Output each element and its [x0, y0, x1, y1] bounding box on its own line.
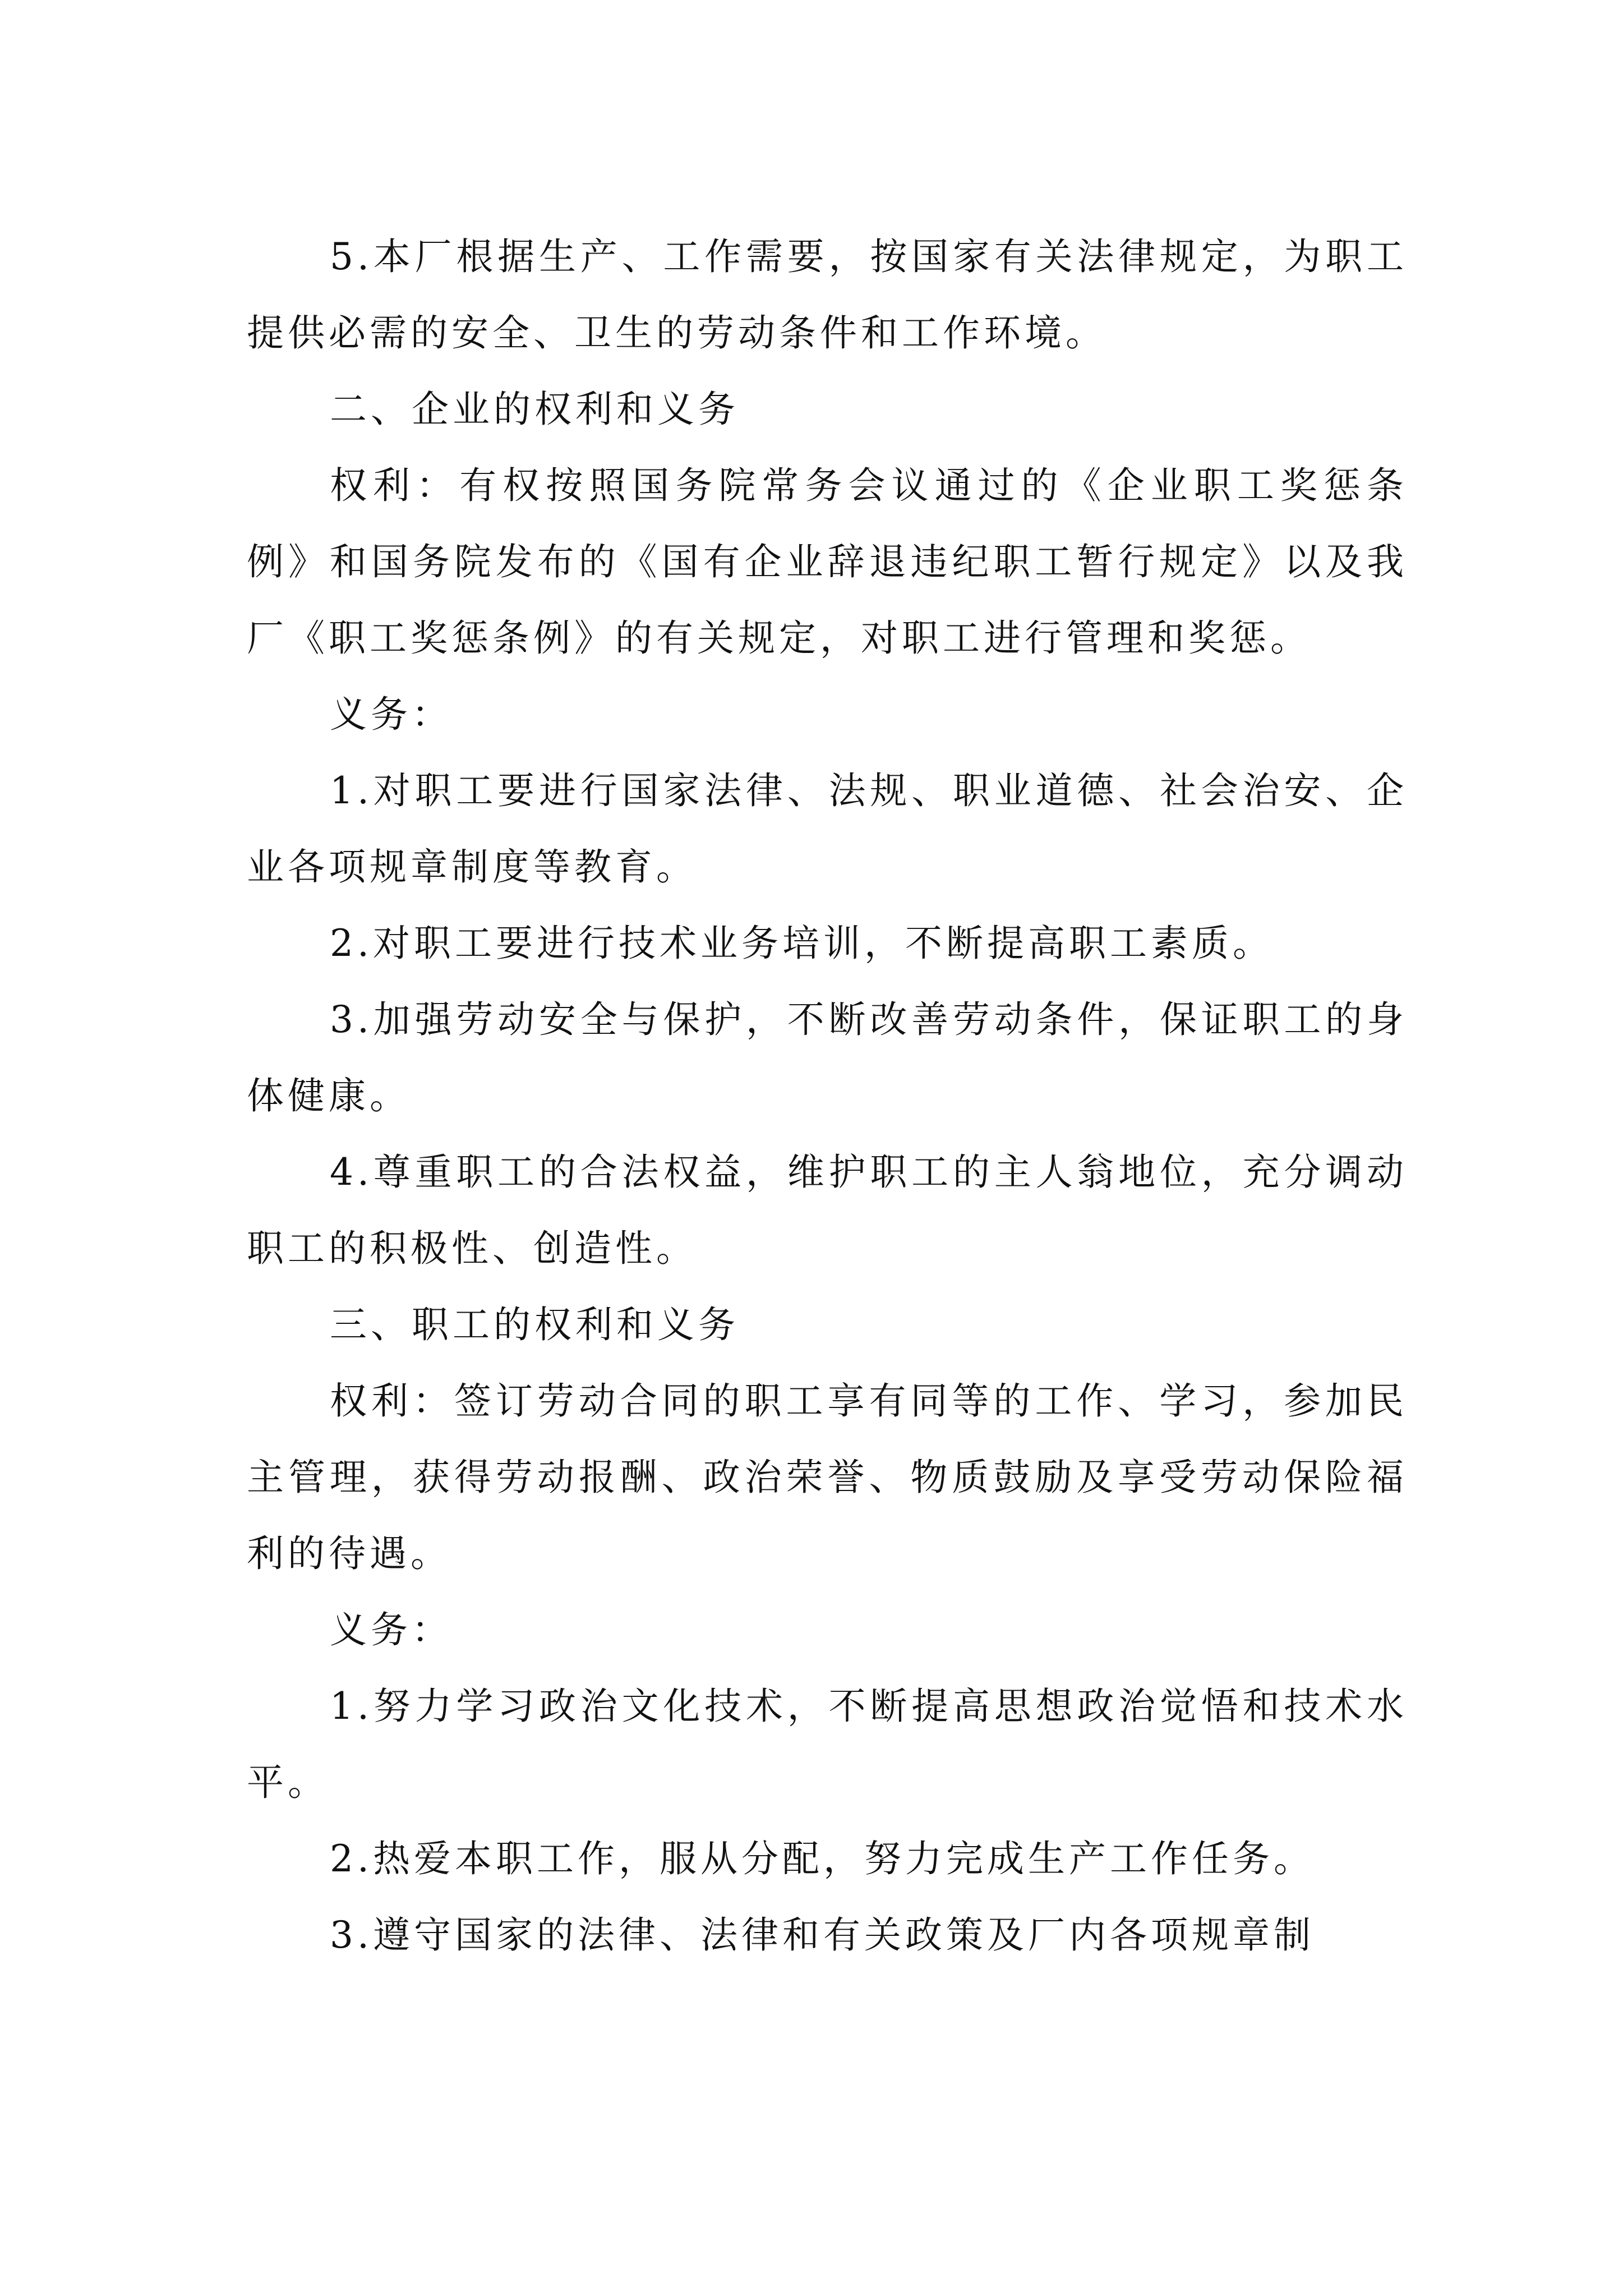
enterprise-duties-label: 义务： [330, 693, 453, 736]
employee-duty-item-1: 1.努力学习政治文化技术，不断提高思想政治觉悟和技术水平。 [247, 1685, 1408, 1804]
enterprise-duty-item-4: 4.尊重职工的合法权益，维护职工的主人翁地位，充分调动职工的积极性、创造性。 [247, 1151, 1408, 1270]
employee-duty-item-2: 2.热爱本职工作，服从分配，努力完成生产工作任务。 [330, 1837, 1315, 1880]
employee-duty-item-3: 3.遵守国家的法律、法律和有关政策及厂内各项规章制 [330, 1913, 1315, 1957]
enterprise-duty-item-1: 1.对职工要进行国家法律、法规、职业道德、社会治安、企业各项规章制度等教育。 [247, 769, 1408, 889]
section-heading-enterprise-rights-duties: 二、企业的权利和义务 [330, 388, 739, 431]
enterprise-rights-paragraph: 权利：有权按照国务院常务会议通过的《企业职工奖惩条例》和国务院发布的《国有企业辞退违纪职工暂行规定》以及我厂《职工奖惩条例》的有关规定，对职工进行管理和奖惩。 [247, 464, 1408, 660]
section-heading-employee-rights-duties: 三、职工的权利和义务 [330, 1303, 739, 1346]
enterprise-duty-item-3: 3.加强劳动安全与保护，不断改善劳动条件，保证职工的身体健康。 [247, 998, 1408, 1117]
employee-duties-label: 义务： [330, 1608, 453, 1651]
employee-rights-paragraph: 权利：签订劳动合同的职工享有同等的工作、学习，参加民主管理，获得劳动报酬、政治荣誉、物质鼓励及享受劳动保险福利的待遇。 [247, 1379, 1408, 1575]
document-body [247, 219, 1408, 1973]
paragraph-item-5: 5.本厂根据生产、工作需要，按国家有关法律规定，为职工提供必需的安全、卫生的劳动条件和工作环境。 [247, 235, 1408, 355]
enterprise-duty-item-2: 2.对职工要进行技术业务培训，不断提高职工素质。 [330, 922, 1274, 965]
